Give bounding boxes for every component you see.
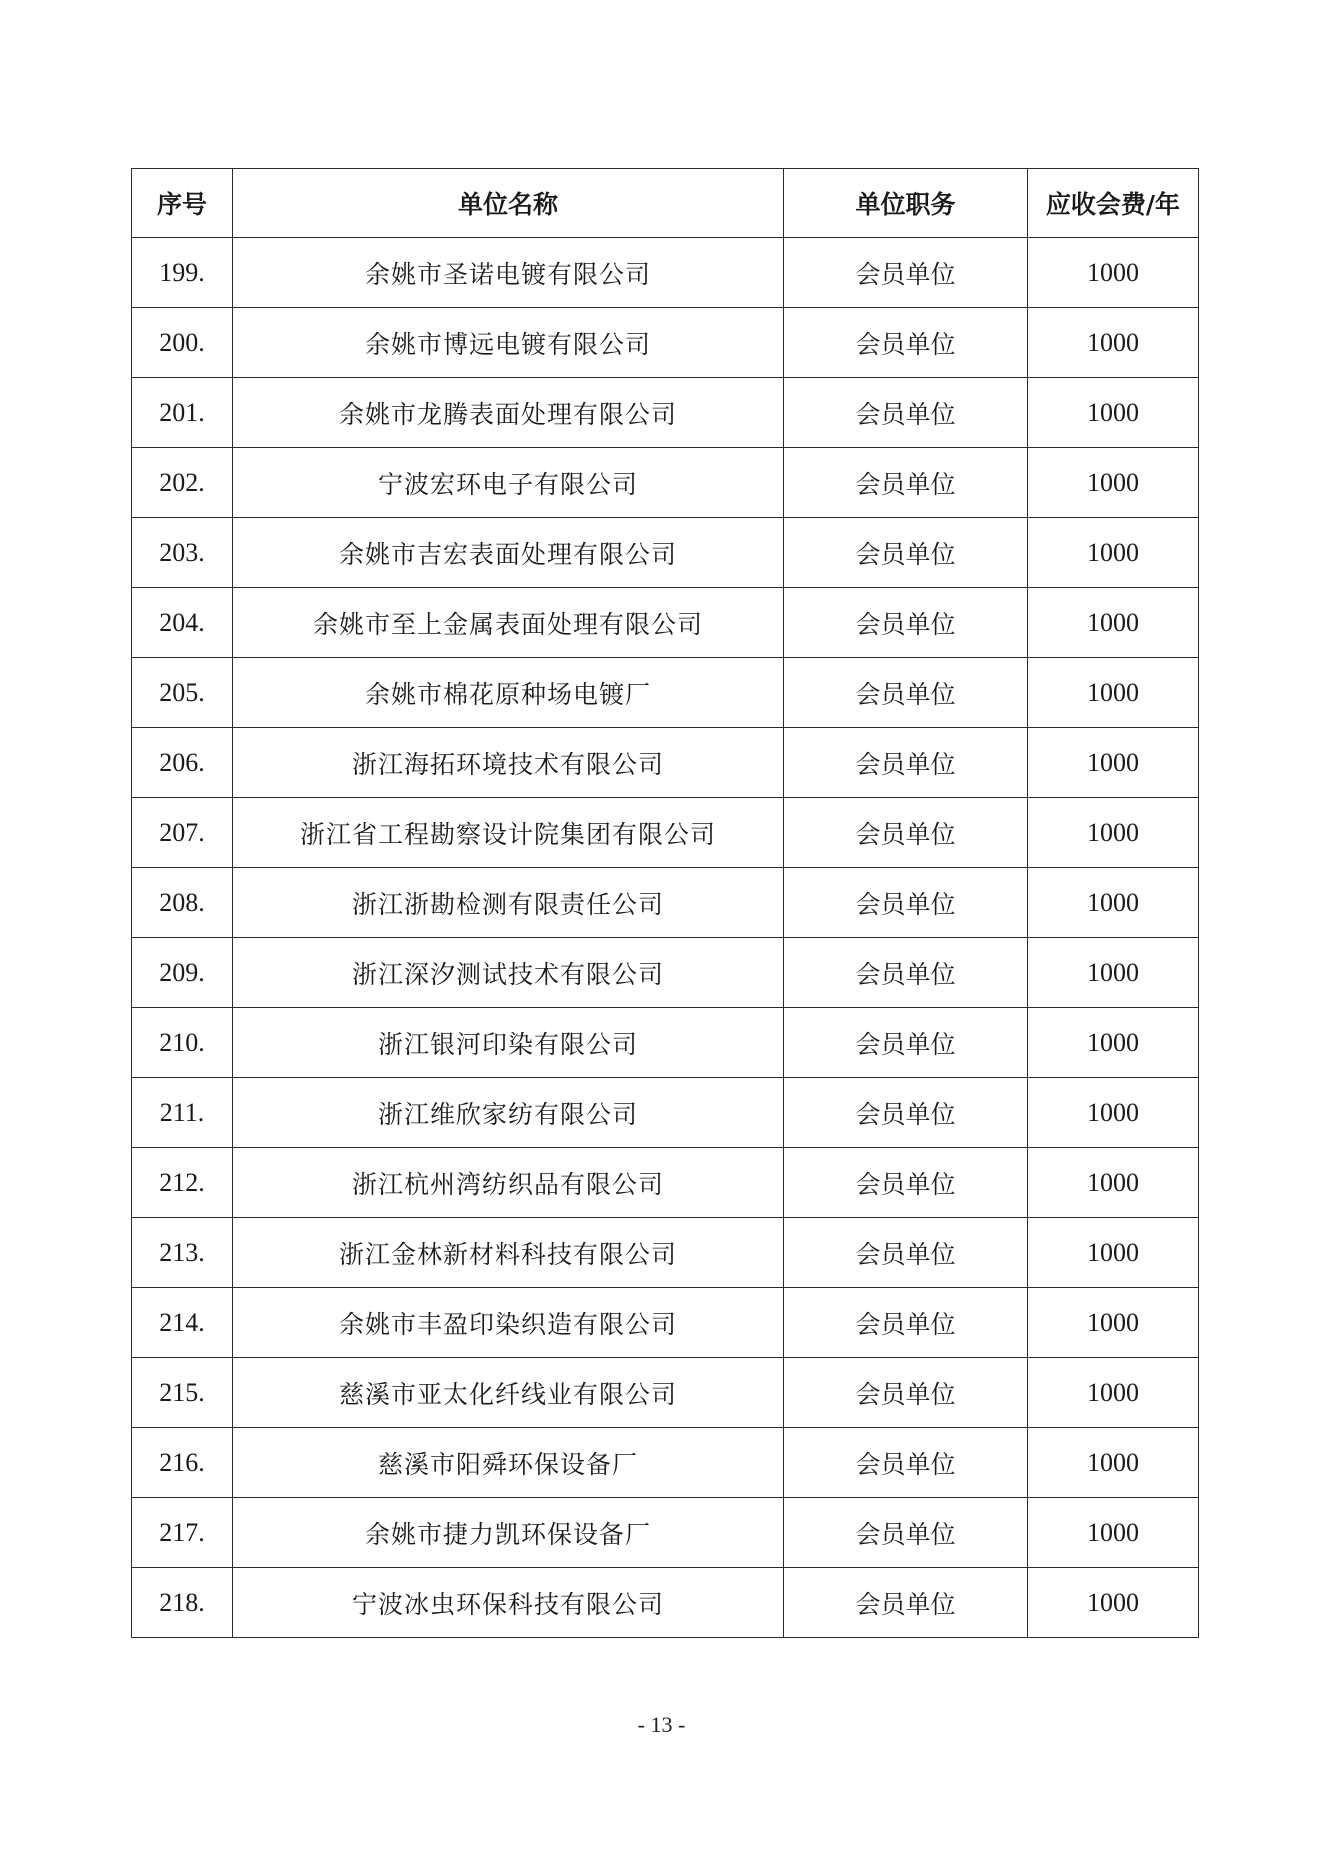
cell-unit-role: 会员单位 [784,1008,1028,1078]
cell-unit-role: 会员单位 [784,938,1028,1008]
cell-serial-number: 209. [132,938,233,1008]
table-row [132,1428,1199,1498]
cell-serial-number: 212. [132,1148,233,1218]
cell-unit-role: 会员单位 [784,1358,1028,1428]
cell-unit-name: 余姚市博远电镀有限公司 [233,308,784,378]
cell-serial-number: 218. [132,1568,233,1638]
cell-serial-number: 200. [132,308,233,378]
cell-annual-fee: 1000 [1028,1428,1199,1498]
cell-annual-fee: 1000 [1028,1568,1199,1638]
header-serial-number: 序号 [132,169,233,238]
cell-unit-name: 浙江杭州湾纺织品有限公司 [233,1148,784,1218]
cell-annual-fee: 1000 [1028,938,1199,1008]
cell-annual-fee: 1000 [1028,448,1199,518]
cell-unit-role: 会员单位 [784,378,1028,448]
cell-unit-name: 余姚市圣诺电镀有限公司 [233,238,784,308]
cell-unit-name: 余姚市棉花原种场电镀厂 [233,658,784,728]
cell-unit-name: 浙江维欣家纺有限公司 [233,1078,784,1148]
table-row [132,658,1199,728]
cell-annual-fee: 1000 [1028,798,1199,868]
table-row [132,728,1199,798]
cell-serial-number: 217. [132,1498,233,1568]
header-unit-name: 单位名称 [233,169,784,238]
table-row [132,938,1199,1008]
table-row [132,1568,1199,1638]
cell-annual-fee: 1000 [1028,728,1199,798]
cell-unit-role: 会员单位 [784,1498,1028,1568]
cell-annual-fee: 1000 [1028,1008,1199,1078]
cell-unit-name: 浙江银河印染有限公司 [233,1008,784,1078]
cell-unit-role: 会员单位 [784,1078,1028,1148]
cell-serial-number: 207. [132,798,233,868]
cell-serial-number: 206. [132,728,233,798]
member-table-container [131,168,1198,1638]
cell-serial-number: 203. [132,518,233,588]
table-row [132,1358,1199,1428]
header-unit-role: 单位职务 [784,169,1028,238]
header-annual-fee: 应收会费/年 [1028,169,1199,238]
table-row [132,448,1199,518]
cell-unit-role: 会员单位 [784,868,1028,938]
table-row [132,308,1199,378]
cell-serial-number: 211. [132,1078,233,1148]
table-body [132,238,1199,1638]
cell-unit-name: 浙江省工程勘察设计院集团有限公司 [233,798,784,868]
cell-unit-name: 余姚市龙腾表面处理有限公司 [233,378,784,448]
cell-annual-fee: 1000 [1028,378,1199,448]
table-row [132,378,1199,448]
cell-unit-name: 余姚市至上金属表面处理有限公司 [233,588,784,658]
table-row [132,798,1199,868]
cell-unit-role: 会员单位 [784,238,1028,308]
cell-serial-number: 213. [132,1218,233,1288]
cell-unit-name: 余姚市吉宏表面处理有限公司 [233,518,784,588]
cell-annual-fee: 1000 [1028,1078,1199,1148]
cell-unit-role: 会员单位 [784,448,1028,518]
cell-serial-number: 208. [132,868,233,938]
cell-annual-fee: 1000 [1028,868,1199,938]
cell-annual-fee: 1000 [1028,1288,1199,1358]
table-row [132,1148,1199,1218]
cell-annual-fee: 1000 [1028,1148,1199,1218]
cell-serial-number: 214. [132,1288,233,1358]
cell-unit-role: 会员单位 [784,1148,1028,1218]
cell-annual-fee: 1000 [1028,308,1199,378]
table-row [132,1498,1199,1568]
table-row [132,1288,1199,1358]
page-number: - 13 - [637,1712,686,1737]
cell-serial-number: 199. [132,238,233,308]
cell-annual-fee: 1000 [1028,658,1199,728]
table-header-row [132,169,1199,238]
cell-unit-name: 浙江金林新材料科技有限公司 [233,1218,784,1288]
cell-unit-role: 会员单位 [784,1568,1028,1638]
cell-unit-name: 余姚市丰盈印染织造有限公司 [233,1288,784,1358]
cell-serial-number: 205. [132,658,233,728]
cell-unit-name: 慈溪市亚太化纤线业有限公司 [233,1358,784,1428]
cell-unit-name: 宁波冰虫环保科技有限公司 [233,1568,784,1638]
table-row [132,518,1199,588]
cell-unit-role: 会员单位 [784,1428,1028,1498]
table-row [132,238,1199,308]
table-row [132,1078,1199,1148]
table-row [132,868,1199,938]
cell-serial-number: 201. [132,378,233,448]
cell-unit-name: 浙江海拓环境技术有限公司 [233,728,784,798]
cell-annual-fee: 1000 [1028,1498,1199,1568]
cell-annual-fee: 1000 [1028,238,1199,308]
cell-unit-name: 浙江浙勘检测有限责任公司 [233,868,784,938]
cell-serial-number: 210. [132,1008,233,1078]
cell-serial-number: 216. [132,1428,233,1498]
cell-unit-name: 余姚市捷力凯环保设备厂 [233,1498,784,1568]
cell-unit-role: 会员单位 [784,1218,1028,1288]
cell-annual-fee: 1000 [1028,1218,1199,1288]
table-row [132,1008,1199,1078]
cell-unit-name: 慈溪市阳舜环保设备厂 [233,1428,784,1498]
cell-unit-role: 会员单位 [784,308,1028,378]
cell-unit-role: 会员单位 [784,658,1028,728]
cell-annual-fee: 1000 [1028,588,1199,658]
cell-serial-number: 204. [132,588,233,658]
cell-unit-role: 会员单位 [784,1288,1028,1358]
cell-unit-role: 会员单位 [784,798,1028,868]
cell-unit-role: 会员单位 [784,728,1028,798]
cell-annual-fee: 1000 [1028,518,1199,588]
table-row [132,1218,1199,1288]
cell-unit-role: 会员单位 [784,588,1028,658]
cell-unit-name: 浙江深汐测试技术有限公司 [233,938,784,1008]
cell-serial-number: 215. [132,1358,233,1428]
table-row [132,588,1199,658]
cell-serial-number: 202. [132,448,233,518]
cell-unit-name: 宁波宏环电子有限公司 [233,448,784,518]
cell-annual-fee: 1000 [1028,1358,1199,1428]
member-fee-table [131,168,1199,1638]
cell-unit-role: 会员单位 [784,518,1028,588]
